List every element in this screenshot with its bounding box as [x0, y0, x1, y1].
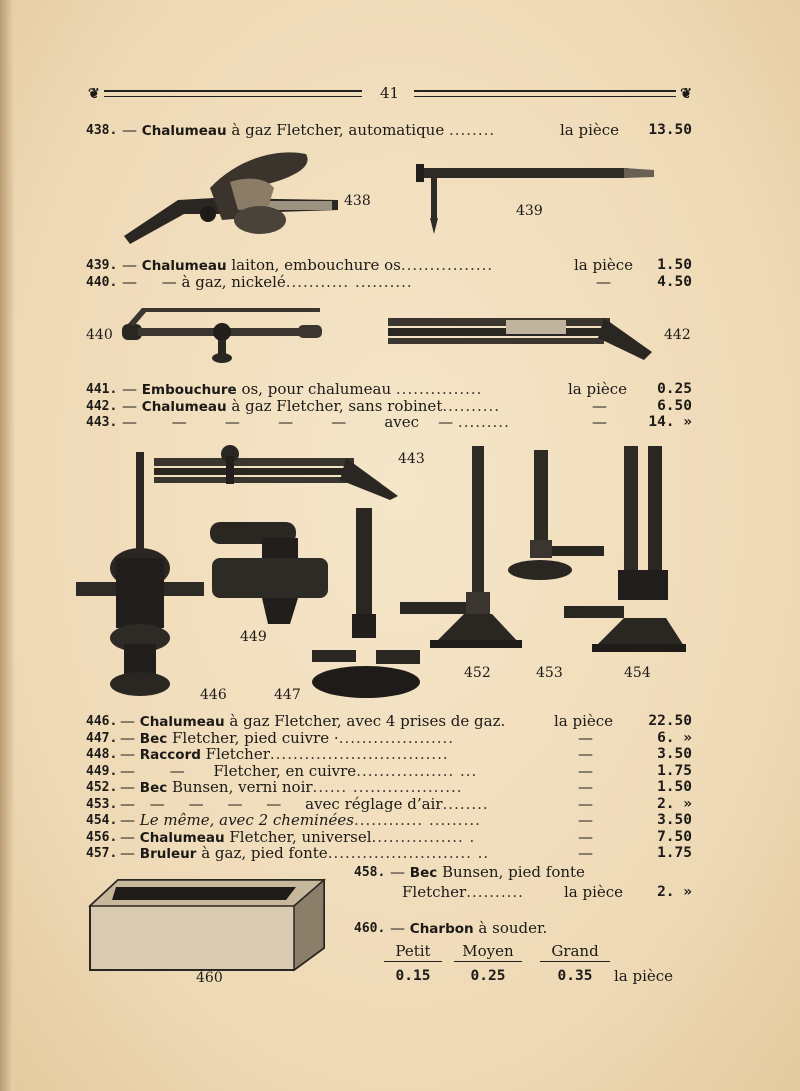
- entry-description: — Bec Bunsen, pied fonte: [390, 863, 585, 881]
- right-ornament-icon: ❦: [680, 86, 692, 102]
- entry-row: [86, 713, 692, 730]
- figure-label: 440: [86, 327, 113, 343]
- entry-description: — Chalumeau à gaz Fletcher, sans robinet..........: [122, 397, 501, 415]
- entry-description: — — — — — avec réglage d’air........: [120, 795, 489, 813]
- entry-description: — Charbon à souder.: [390, 919, 548, 937]
- entry-price: 22.50: [648, 713, 692, 729]
- entry-description: — Bec Bunsen, verni noir...... ...................: [120, 778, 463, 796]
- entry-price: 0.25: [657, 381, 692, 397]
- header-rule-left: [104, 90, 362, 97]
- entry-number: 439.: [86, 258, 118, 273]
- entry-row: [86, 274, 692, 291]
- entry-price: 6. »: [657, 730, 692, 746]
- entry-unit: —: [578, 795, 593, 813]
- entry-price: 2. »: [657, 884, 692, 900]
- table-cell: 0.25: [470, 968, 506, 984]
- figure-439-brass-torch: [414, 162, 660, 238]
- entry-row: [86, 779, 692, 796]
- entry-row: [86, 381, 692, 398]
- entry-number: 442.: [86, 399, 118, 414]
- entry-price: 6.50: [657, 398, 692, 414]
- entry-unit: la pièce: [564, 883, 624, 901]
- entry-number: 438.: [86, 123, 118, 138]
- entry-description: — — Fletcher, en cuivre................. ...: [120, 762, 478, 780]
- entry-description: — — à gaz, nickelé........... ..........: [122, 273, 413, 291]
- entry-row: [86, 746, 692, 763]
- table-header: Moyen: [454, 942, 522, 962]
- table-cell: 0.35: [557, 968, 593, 984]
- entry-number: 441.: [86, 382, 118, 397]
- entry-number: 457.: [86, 846, 118, 861]
- figure-454-two-chimney-burner: [562, 444, 686, 658]
- entry-row: [86, 812, 692, 829]
- figure-442-fletcher-torch: [386, 312, 656, 364]
- entry-unit: —: [578, 729, 593, 747]
- entry-price: 1.50: [657, 257, 692, 273]
- entry-unit: —: [592, 413, 607, 431]
- entry-number: 452.: [86, 780, 118, 795]
- page-spine-shadow: [0, 0, 14, 1091]
- figure-452-bunsen-burner: [398, 444, 522, 654]
- entry-unit: la pièce: [554, 712, 614, 730]
- entry-unit: —: [578, 745, 593, 763]
- entry-number: 440.: [86, 275, 118, 290]
- entry-row: [86, 845, 692, 862]
- entry-price: 1.75: [657, 763, 692, 779]
- entry-description: — Embouchure os, pour chalumeau ...............: [122, 380, 483, 398]
- entry-price: 14. »: [648, 414, 692, 430]
- entry-description: — Chalumeau laiton, embouchure os................: [122, 256, 494, 274]
- figure-438-torch-in-hand: [118, 148, 348, 246]
- entry-unit: —: [578, 844, 593, 862]
- entry-unit: la pièce: [568, 380, 628, 398]
- figure-label: 452: [464, 665, 491, 681]
- entry-row: [86, 414, 692, 431]
- entry-price: 1.75: [657, 845, 692, 861]
- entry-description: — Le même, avec 2 cheminées............ .........: [120, 811, 481, 829]
- figure-443-fletcher-torch-tap: [150, 442, 402, 500]
- page-header: [88, 84, 692, 104]
- entry-row: [354, 864, 692, 881]
- entry-price: 2. »: [657, 796, 692, 812]
- left-ornament-icon: ❦: [88, 86, 100, 102]
- entry-description: — Chalumeau à gaz Fletcher, avec 4 prises de gaz.: [120, 712, 506, 730]
- table-header: Grand: [540, 942, 610, 962]
- figure-460-soldering-charcoal-block: [88, 878, 330, 972]
- entry-number: 447.: [86, 731, 118, 746]
- entry-price: 3.50: [657, 812, 692, 828]
- table-cell: 0.15: [395, 968, 431, 984]
- entry-price: 4.50: [657, 274, 692, 290]
- entry-unit: —: [596, 273, 611, 291]
- entry-price: 3.50: [657, 746, 692, 762]
- entry-description: — — — — — avec — .........: [122, 413, 510, 431]
- entry-description: — Bruleur à gaz, pied fonte......................... ..: [120, 844, 490, 862]
- header-rule-right: [414, 90, 676, 97]
- figure-label: 438: [344, 193, 371, 209]
- entry-number: 449.: [86, 764, 118, 779]
- entry-unit: —: [578, 811, 593, 829]
- entry-unit: —: [592, 397, 607, 415]
- figure-label: 439: [516, 203, 543, 219]
- entry-description: Fletcher..........: [402, 883, 524, 901]
- table-header: Petit: [384, 942, 442, 962]
- figure-label: 446: [200, 687, 227, 703]
- entry-price: 1.50: [657, 779, 692, 795]
- entry-unit: la pièce: [560, 121, 620, 139]
- entry-number: 456.: [86, 830, 118, 845]
- entry-row: [354, 920, 692, 937]
- entry-price: 13.50: [648, 122, 692, 138]
- entry-unit: —: [578, 778, 593, 796]
- entry-number: 460.: [354, 921, 386, 936]
- entry-number: 443.: [86, 415, 118, 430]
- entry-number: 448.: [86, 747, 118, 762]
- figure-440-nickel-torch: [118, 300, 328, 366]
- entry-row: [86, 257, 692, 274]
- charbon-price-table: [380, 942, 692, 988]
- figure-label: 449: [240, 629, 267, 645]
- entry-row-continuation: [354, 884, 692, 901]
- figure-label: 443: [398, 451, 425, 467]
- entry-description: — Chalumeau Fletcher, universel................ .: [120, 828, 476, 846]
- entry-unit: —: [578, 762, 593, 780]
- entry-description: — Chalumeau à gaz Fletcher, automatique ........: [122, 121, 496, 139]
- entry-price: 7.50: [657, 829, 692, 845]
- entry-unit: la pièce: [574, 256, 634, 274]
- figure-label: 447: [274, 687, 301, 703]
- table-unit: la pièce: [614, 967, 674, 985]
- entry-number: 453.: [86, 797, 118, 812]
- figure-label: 454: [624, 665, 651, 681]
- entry-row: [86, 122, 692, 139]
- entry-unit: —: [578, 828, 593, 846]
- entry-number: 454.: [86, 813, 118, 828]
- entry-number: 446.: [86, 714, 118, 729]
- entry-description: — Bec Fletcher, pied cuivre ·....................: [120, 729, 455, 747]
- figure-label: 442: [664, 327, 691, 343]
- entry-number: 458.: [354, 865, 386, 880]
- page-number: 41: [380, 84, 400, 102]
- entry-description: — Raccord Fletcher...............................: [120, 745, 449, 763]
- figure-label: 460: [196, 970, 223, 986]
- figure-label: 453: [536, 665, 563, 681]
